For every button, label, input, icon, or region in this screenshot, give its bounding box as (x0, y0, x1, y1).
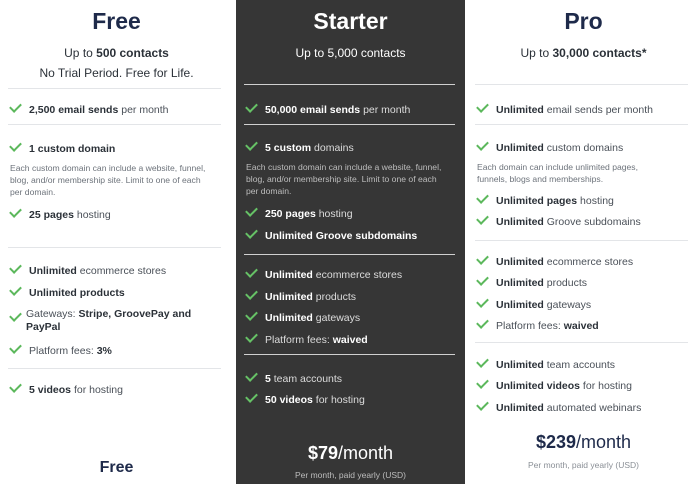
price-unit: /month (576, 432, 632, 452)
check-icon (245, 390, 258, 403)
price-note: Per month, paid yearly (USD) (294, 470, 406, 480)
divider (475, 240, 688, 241)
feature-bold: Unlimited (496, 142, 544, 154)
feature-text: automated webinars (543, 402, 642, 414)
feature-bold: 50,000 email sends (265, 104, 361, 116)
feature-text: products (312, 291, 357, 303)
feature-bold: Unlimited (496, 216, 544, 228)
check-icon (245, 287, 258, 300)
check-icon (476, 316, 489, 329)
feature-text: ecommerce stores (543, 256, 634, 268)
feature-text: for hosting (580, 380, 632, 392)
feature-bold: 2,500 email sends (29, 104, 119, 116)
feature-bold: waived (332, 334, 368, 346)
feature-note: Each custom domain can include a website, funnel, blog, and/or membership site. Limit to one of each per domain. (246, 162, 442, 196)
feature-bold: Unlimited (265, 312, 313, 324)
feature-text: hosting (577, 195, 614, 207)
feature-text: email sends per month (543, 104, 653, 116)
feature-bold: 5 custom (265, 142, 312, 154)
contacts-prefix: Up to (520, 46, 553, 60)
feature-text: per month (118, 104, 169, 116)
feature-gateways (477, 299, 591, 312)
feature-text: products (543, 277, 588, 289)
price-unit: /month (338, 443, 394, 463)
feature-custom-domain (477, 142, 623, 155)
feature-subdomains (477, 216, 641, 229)
price-note: Per month, paid yearly (USD) (527, 460, 639, 470)
feature-bold: Unlimited pages (496, 195, 578, 207)
check-icon (245, 226, 258, 239)
plan-title: Starter (313, 8, 388, 34)
divider (244, 254, 455, 255)
feature-pages (246, 208, 353, 221)
check-icon (476, 212, 489, 225)
feature-gateways (9, 308, 206, 334)
feature-custom-domain (10, 143, 115, 156)
feature-platform-fees (10, 345, 112, 358)
plan-contacts (0, 46, 233, 60)
feature-webinars (477, 402, 641, 415)
feature-videos (10, 384, 123, 397)
feature-gateways (246, 312, 360, 325)
feature-bold: Unlimited (496, 277, 544, 289)
feature-text: gateways (312, 312, 361, 324)
feature-bold: Unlimited (29, 265, 77, 277)
contacts-prefix: Up to (64, 46, 97, 60)
divider (244, 124, 455, 125)
feature-bold: Unlimited (496, 402, 544, 414)
feature-text: for hosting (312, 394, 365, 406)
check-icon (476, 295, 489, 308)
check-icon (9, 139, 22, 152)
divider (475, 124, 688, 125)
check-icon (9, 205, 22, 218)
feature-ecommerce (10, 265, 166, 278)
check-icon (245, 100, 258, 113)
check-icon (9, 309, 22, 322)
feature-text: Platform fees: (265, 334, 333, 346)
divider (8, 88, 221, 89)
feature-text: domains (311, 142, 354, 154)
divider (244, 354, 455, 355)
feature-text: gateways (543, 299, 592, 311)
feature-ecommerce (246, 269, 402, 282)
divider (8, 247, 221, 248)
feature-bold: 1 custom domain (29, 143, 116, 155)
feature-text: hosting (315, 208, 353, 220)
feature-email-sends (477, 104, 653, 117)
feature-ecommerce (477, 256, 633, 269)
feature-note: Each domain can include unlimited pages, funnels, blogs and memberships. (477, 162, 638, 184)
feature-bold: 5 videos (29, 384, 72, 396)
feature-bold: Unlimited (496, 256, 544, 268)
feature-bold: waived (563, 320, 599, 332)
feature-videos (477, 380, 632, 393)
feature-text: ecommerce stores (312, 269, 403, 281)
check-icon (9, 341, 22, 354)
price-value: $79 (307, 443, 338, 463)
check-icon (476, 252, 489, 265)
check-icon (9, 261, 22, 274)
feature-custom-domain (246, 142, 354, 155)
check-icon (245, 265, 258, 278)
check-icon (476, 355, 489, 368)
feature-pages (477, 195, 614, 208)
check-icon (9, 380, 22, 393)
check-icon (9, 283, 22, 296)
check-icon (245, 308, 258, 321)
check-icon (476, 273, 489, 286)
price-value: $239 (535, 432, 576, 452)
check-icon (476, 138, 489, 151)
feature-text: ecommerce stores (76, 265, 167, 277)
feature-text: custom domains (543, 142, 624, 154)
contacts-value: 500 contacts (96, 46, 169, 60)
feature-note: Each custom domain can include a website, funnel, blog, and/or membership site. Limit to one of each per domain. (10, 163, 206, 197)
feature-text: Groove subdomains (543, 216, 641, 228)
feature-team-accounts (246, 373, 342, 386)
divider (8, 124, 221, 125)
plan-price (467, 432, 700, 453)
feature-bold: Unlimited (265, 269, 313, 281)
feature-text: team accounts (543, 359, 616, 371)
divider (244, 84, 455, 85)
feature-bold: Unlimited products (29, 287, 125, 299)
feature-bold: Unlimited (265, 291, 313, 303)
feature-bold: 3% (96, 345, 112, 357)
feature-text: per month (360, 104, 411, 116)
divider (475, 342, 688, 343)
divider (475, 84, 688, 85)
plan-contacts (467, 46, 700, 60)
plan-subline: No Trial Period. Free for Life. (39, 66, 194, 80)
check-icon (9, 100, 22, 113)
feature-text: for hosting (71, 384, 123, 396)
check-icon (476, 376, 489, 389)
feature-videos (246, 394, 365, 407)
feature-products (246, 291, 356, 304)
feature-text: Platform fees: (29, 345, 97, 357)
feature-bold: Stripe, GroovePay and PayPal (26, 308, 192, 333)
feature-bold: Unlimited (496, 104, 544, 116)
feature-bold: 5 (265, 373, 271, 385)
feature-bold: Unlimited (496, 299, 544, 311)
feature-platform-fees (477, 320, 599, 333)
check-icon (245, 138, 258, 151)
feature-bold: Unlimited videos (496, 380, 581, 392)
contacts-value: 30,000 contacts* (552, 46, 647, 60)
feature-text: Gateways: (26, 308, 79, 320)
feature-bold: Unlimited (496, 359, 544, 371)
feature-bold: 25 pages (29, 209, 74, 221)
feature-bold: 250 pages (265, 208, 316, 220)
feature-products (477, 277, 587, 290)
feature-bold: 50 videos (265, 394, 313, 406)
plan-free-column (0, 0, 233, 484)
check-icon (476, 191, 489, 204)
feature-text: Platform fees: (496, 320, 564, 332)
feature-products (10, 287, 125, 300)
feature-text: team accounts (270, 373, 343, 385)
check-icon (245, 330, 258, 343)
divider (8, 368, 221, 369)
plan-price: Free (99, 459, 134, 476)
check-icon (245, 204, 258, 217)
feature-email-sends (10, 104, 169, 117)
plan-title: Free (92, 8, 141, 34)
feature-text: hosting (73, 209, 111, 221)
check-icon (476, 100, 489, 113)
feature-email-sends (246, 104, 410, 117)
feature-platform-fees (246, 334, 368, 347)
feature-pages (10, 209, 111, 222)
plan-price (236, 443, 465, 464)
feature-team-accounts (477, 359, 615, 372)
feature-subdomains (246, 230, 417, 243)
plan-starter-column (236, 0, 465, 484)
plan-pro-column (467, 0, 700, 484)
plan-title: Pro (564, 8, 603, 34)
plan-contacts: Up to 5,000 contacts (295, 46, 406, 60)
check-icon (245, 369, 258, 382)
feature-bold: Unlimited Groove subdomains (265, 230, 418, 242)
check-icon (476, 398, 489, 411)
